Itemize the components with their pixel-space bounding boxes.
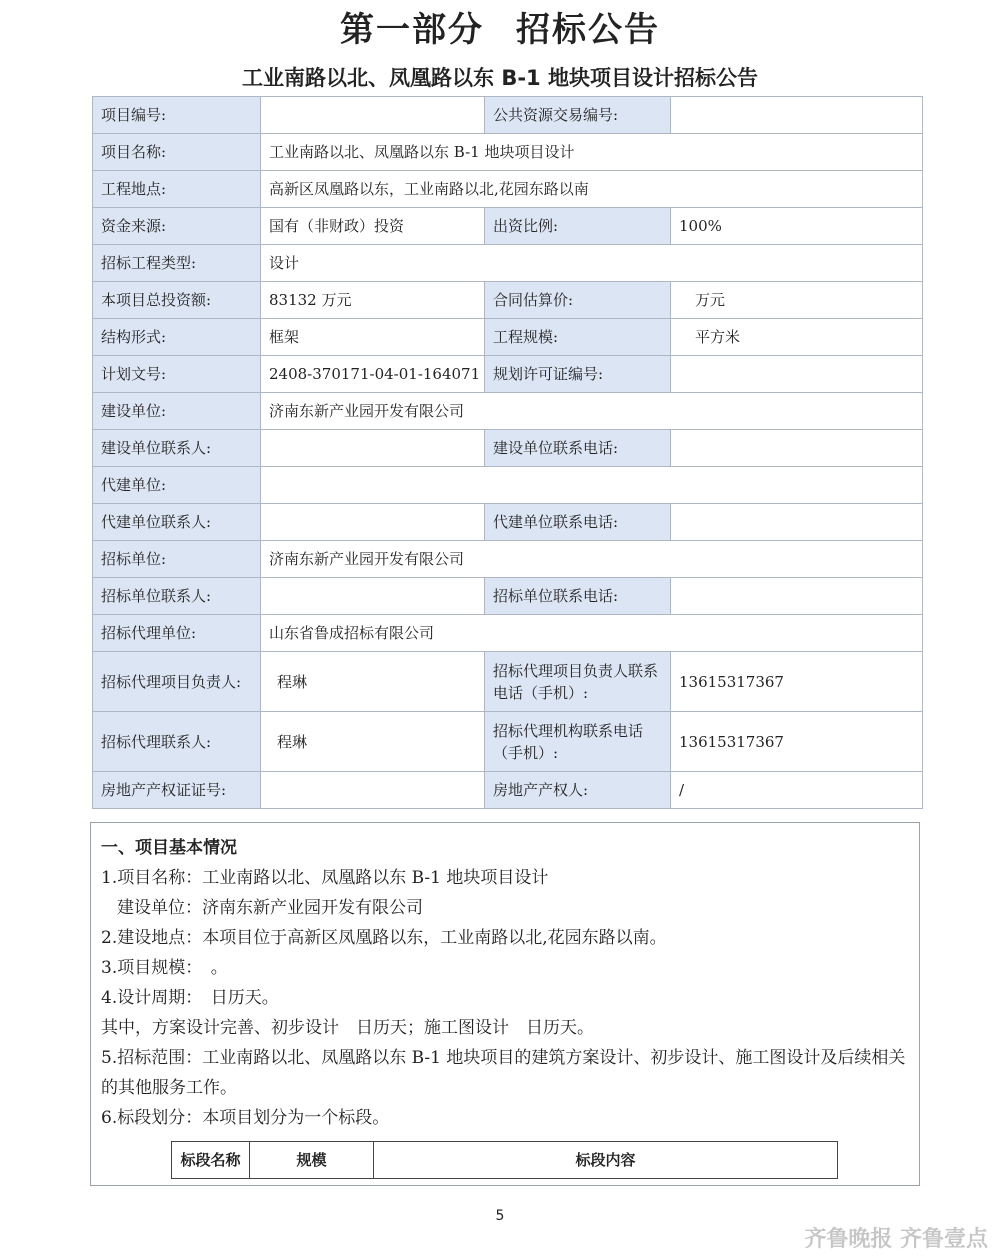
table-row <box>93 245 923 282</box>
table-row <box>93 772 923 809</box>
table-row <box>93 97 923 134</box>
fund-source-label: 资金来源: <box>93 208 261 245</box>
fund-ratio-label: 出资比例: <box>485 208 671 245</box>
project-name-value: 工业南路以北、凤凰路以东 B-1 地块项目设计 <box>261 134 923 171</box>
table-row <box>93 712 923 772</box>
fund-source-value: 国有（非财政）投资 <box>261 208 485 245</box>
basic-line-4b: 其中，方案设计完善、初步设计 日历天；施工图设计 日历天。 <box>101 1018 594 1038</box>
property-cert-value <box>261 772 485 809</box>
site-value: 高新区凤凰路以东，工业南路以北,花园东路以南 <box>261 171 923 208</box>
part-label: 第一部分 <box>340 10 484 50</box>
agency-contact-value: 程琳 <box>261 712 485 772</box>
table-row <box>93 578 923 615</box>
table-row <box>93 430 923 467</box>
contract-est-value: 万元 <box>671 282 923 319</box>
table-row <box>93 319 923 356</box>
project-no-label: 项目编号: <box>93 97 261 134</box>
watermark: 齐鲁晚报 齐鲁壹点 <box>804 1227 988 1252</box>
agent-builder-phone-label: 代建单位联系电话: <box>485 504 671 541</box>
agency-phone-value: 13615317367 <box>671 712 923 772</box>
segment-table <box>171 1141 838 1179</box>
plan-doc-label: 计划文号: <box>93 356 261 393</box>
project-basic-section <box>90 822 920 1186</box>
tenderer-value: 济南东新产业园开发有限公司 <box>261 541 923 578</box>
builder-contact-label: 建设单位联系人: <box>93 430 261 467</box>
plan-doc-value: 2408-370171-04-01-164071 <box>261 356 485 393</box>
page-title <box>0 2 1000 51</box>
tenderer-phone-label: 招标单位联系电话: <box>485 578 671 615</box>
agent-builder-contact-label: 代建单位联系人: <box>93 504 261 541</box>
scale-value: 平方米 <box>671 319 923 356</box>
agency-manager-phone-label: 招标代理项目负责人联系电话（手机）: <box>485 652 671 712</box>
page-number: 5 <box>495 1208 505 1224</box>
builder-phone-value <box>671 430 923 467</box>
table-row <box>93 467 923 504</box>
seg-col-scale: 规模 <box>250 1142 374 1179</box>
table-row <box>93 652 923 712</box>
total-invest-value: 83132 万元 <box>261 282 485 319</box>
table-row <box>93 171 923 208</box>
basic-line-5: 5.招标范围：工业南路以北、凤凰路以东 B-1 地块项目的建筑方案设计、初步设计、施工图设计及后续相关的其他服务工作。 <box>101 1048 906 1098</box>
project-info-table <box>92 96 923 809</box>
table-row <box>93 393 923 430</box>
basic-line-2: 2.建设地点：本项目位于高新区凤凰路以东，工业南路以北,花园东路以南。 <box>101 928 667 948</box>
tenderer-label: 招标单位: <box>93 541 261 578</box>
property-owner-label: 房地产产权人: <box>485 772 671 809</box>
permit-value <box>671 356 923 393</box>
permit-label: 规划许可证编号: <box>485 356 671 393</box>
part-title: 招标公告 <box>516 10 660 50</box>
seg-col-name: 标段名称 <box>172 1142 250 1179</box>
type-value: 设计 <box>261 245 923 282</box>
structure-label: 结构形式: <box>93 319 261 356</box>
table-row <box>93 282 923 319</box>
agent-builder-contact-value <box>261 504 485 541</box>
basic-line-6: 6.标段划分：本项目划分为一个标段。 <box>101 1108 390 1128</box>
agent-builder-phone-value <box>671 504 923 541</box>
notice-title: 工业南路以北、凤凰路以东 B-1 地块项目设计招标公告 <box>242 66 758 90</box>
seg-col-content: 标段内容 <box>374 1142 838 1179</box>
builder-value: 济南东新产业园开发有限公司 <box>261 393 923 430</box>
basic-line-1b: 建设单位：济南东新产业园开发有限公司 <box>117 898 423 918</box>
project-name-label: 项目名称: <box>93 134 261 171</box>
type-label: 招标工程类型: <box>93 245 261 282</box>
tenderer-contact-value <box>261 578 485 615</box>
scale-label: 工程规模: <box>485 319 671 356</box>
agency-manager-phone-value: 13615317367 <box>671 652 923 712</box>
contract-est-label: 合同估算价: <box>485 282 671 319</box>
total-invest-label: 本项目总投资额: <box>93 282 261 319</box>
property-owner-value: / <box>671 772 923 809</box>
table-row <box>93 134 923 171</box>
tenderer-contact-label: 招标单位联系人: <box>93 578 261 615</box>
trade-no-value <box>671 97 923 134</box>
section-heading: 一、项目基本情况 <box>101 838 237 858</box>
agency-value: 山东省鲁成招标有限公司 <box>261 615 923 652</box>
agency-phone-label: 招标代理机构联系电话（手机）: <box>485 712 671 772</box>
agent-builder-label: 代建单位: <box>93 467 261 504</box>
property-cert-label: 房地产产权证证号: <box>93 772 261 809</box>
agency-label: 招标代理单位: <box>93 615 261 652</box>
agency-manager-value: 程琳 <box>261 652 485 712</box>
basic-line-3: 3.项目规模： 。 <box>101 958 228 978</box>
fund-ratio-value: 100% <box>671 208 923 245</box>
table-row <box>93 208 923 245</box>
agency-manager-label: 招标代理项目负责人: <box>93 652 261 712</box>
basic-line-4: 4.设计周期： 日历天。 <box>101 988 279 1008</box>
agent-builder-value <box>261 467 923 504</box>
table-row <box>93 615 923 652</box>
table-row <box>93 504 923 541</box>
builder-contact-value <box>261 430 485 467</box>
trade-no-label: 公共资源交易编号: <box>485 97 671 134</box>
basic-line-1: 1.项目名称：工业南路以北、凤凰路以东 B-1 地块项目设计 <box>101 868 549 888</box>
tenderer-phone-value <box>671 578 923 615</box>
builder-phone-label: 建设单位联系电话: <box>485 430 671 467</box>
structure-value: 框架 <box>261 319 485 356</box>
table-row <box>93 356 923 393</box>
site-label: 工程地点: <box>93 171 261 208</box>
agency-contact-label: 招标代理联系人: <box>93 712 261 772</box>
table-row <box>172 1142 838 1179</box>
builder-label: 建设单位: <box>93 393 261 430</box>
table-row <box>93 541 923 578</box>
project-no-value <box>261 97 485 134</box>
